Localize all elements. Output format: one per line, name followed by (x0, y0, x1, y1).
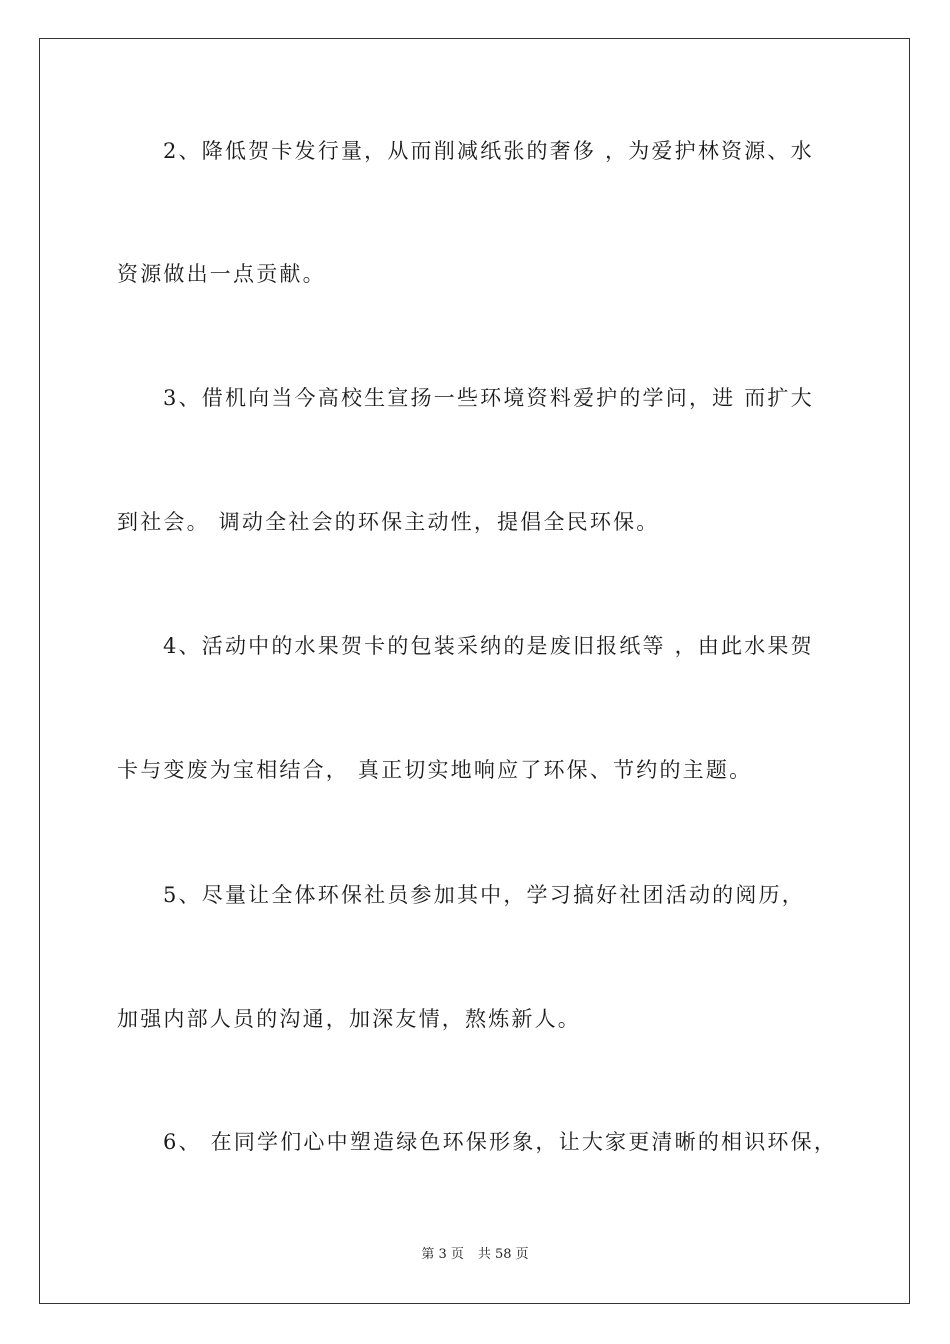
total-pages: 共 58 页 (477, 1247, 529, 1262)
paragraph-3-line-2: 到社会。 调动全社会的环保主动性，提倡全民环保。 (117, 510, 660, 534)
paragraph-4-line-2: 卡与变废为宝相结合， 真正切实地响应了环保、节约的主题。 (117, 758, 753, 782)
paragraph-3-line-1: 3、借机向当今高校生宣扬一些环境资料爱护的学问，进 而扩大 (163, 386, 814, 410)
page-number: 第 3 页 (421, 1247, 464, 1262)
page-footer (0, 1246, 950, 1264)
paragraph-5-line-1: 5、尽量让全体环保社员参加其中，学习搞好社团活动的阅历， (163, 883, 805, 907)
page-border (39, 38, 910, 1304)
paragraph-2-line-1: 2、降低贺卡发行量，从而削减纸张的奢侈 ，为爱护林资源、水 (163, 139, 814, 163)
paragraph-6-line-1: 6、 在同学们心中塑造绿色环保形象，让大家更清晰的相识环保， (163, 1130, 838, 1154)
paragraph-5-line-2: 加强内部人员的沟通，加深友情，熬炼新人。 (117, 1007, 581, 1031)
paragraph-2-line-2: 资源做出一点贡献。 (117, 262, 326, 286)
paragraph-4-line-1: 4、活动中的水果贺卡的包装采纳的是废旧报纸等 ，由此水果贺 (163, 634, 814, 658)
